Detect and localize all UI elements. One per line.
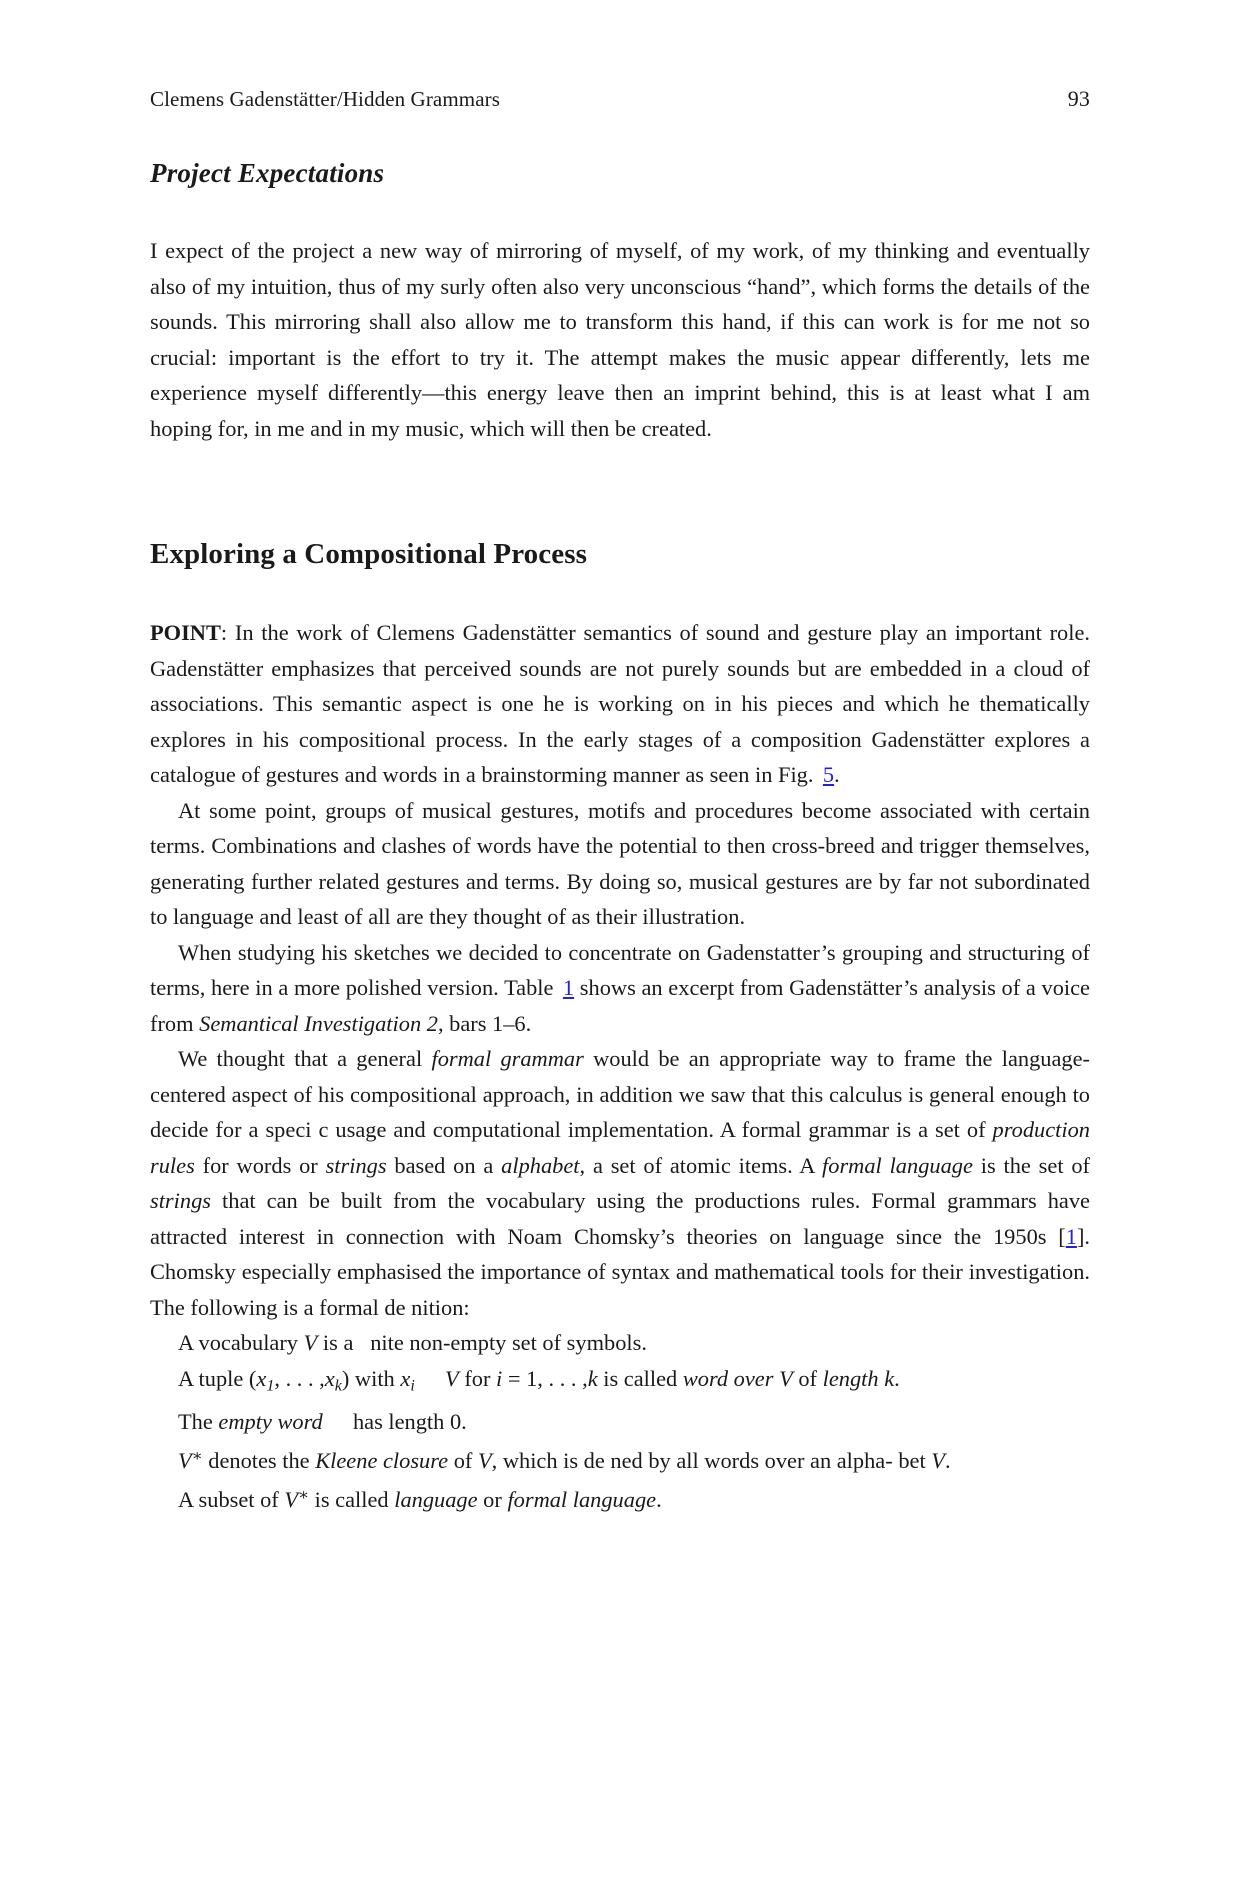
math-star-2: ∗	[298, 1487, 310, 1505]
semantical-investigation-title: Semantical Investigation 2	[199, 1010, 438, 1036]
math-var-v: V	[303, 1330, 318, 1355]
heading-project-expectations: Project Expectations	[150, 158, 385, 188]
paragraph-at-some-point: At some point, groups of musical gestures, motifs and procedures become associated with certain terms. Combinations and clashes of words have the potential to then cross-breed and trigger themselves, generating further related gestures and terms. By doing so, musical gestures are by far not subordinated to language and least of all are they thought of as their illustration.	[150, 797, 1090, 929]
defk-part2: of	[453, 1447, 473, 1473]
point-tail: .	[834, 762, 840, 787]
defv-part1: A vocabulary	[178, 1330, 298, 1355]
body-text-block	[150, 615, 1090, 1518]
math-var-xk: x	[324, 1365, 335, 1391]
table-1-link[interactable]: 1	[562, 975, 575, 1000]
page-content	[150, 86, 1090, 1518]
term-formal-grammar: formal grammar	[431, 1046, 584, 1071]
studying-part1: When studying his sketches we decided to concentrate on Gadenstatter’s grouping and structuring of terms, here in a more polished version. Table	[150, 939, 1090, 1000]
fg-part3: for words or	[202, 1152, 318, 1178]
deft-part7: of	[798, 1365, 818, 1391]
defk-part3: , which is de ned by all words over an alpha-	[491, 1447, 893, 1473]
fg-part4: based on a	[394, 1152, 494, 1178]
defs-part4: .	[656, 1487, 662, 1513]
math-sub-1: 1	[266, 1377, 275, 1395]
math-sub-k: k	[334, 1377, 342, 1395]
defv-part3: nite non-empty set of symbols.	[370, 1330, 647, 1355]
math-var-v-tuple: V	[445, 1365, 459, 1391]
defk-part4: bet	[898, 1447, 926, 1473]
math-var-i: i	[496, 1365, 503, 1391]
term-strings-1: strings	[325, 1152, 387, 1178]
running-head	[150, 86, 1090, 112]
term-kleene-closure: Kleene closure	[315, 1447, 449, 1473]
figure-5-link[interactable]: 5	[822, 762, 835, 787]
math-sub-i: i	[410, 1377, 415, 1395]
term-length-k: length k	[822, 1365, 895, 1391]
term-production-rules: production rules	[150, 1117, 1090, 1178]
deft-part6: is called	[603, 1365, 678, 1391]
page-number: 93	[1067, 86, 1090, 111]
term-strings-2: strings	[150, 1188, 211, 1213]
defv-part2: is a	[322, 1330, 354, 1355]
defs-part2: is called	[314, 1487, 389, 1513]
fg-part8: ]. Chomsky especially emphasised the importance of syntax and mathematical tools for their investigation. The following is a formal de nition:	[150, 1223, 1090, 1320]
fg-part7: that can be built from the vocabulary using the productions rules. Formal grammars have attracted interest in connection with Noam Chomsky’s theories on language since the 1950s [	[150, 1188, 1090, 1249]
studying-part3: , bars 1–6.	[437, 1010, 532, 1036]
paragraph-point	[150, 615, 1090, 793]
studying-part2: shows an excerpt from Gadenstätter’s analysis of a voice from	[150, 975, 1090, 1036]
defs-part1: A subset of	[178, 1487, 279, 1513]
math-var-v2: V	[779, 1365, 793, 1391]
paragraph-formal-grammar	[150, 1041, 1090, 1325]
paragraph-studying-sketches	[150, 935, 1090, 1042]
math-var-k: k	[587, 1365, 598, 1391]
term-formal-language-2: formal language	[507, 1487, 657, 1513]
point-label: POINT	[150, 620, 221, 645]
defe-part1: The	[178, 1408, 213, 1434]
math-var-v-kleene-2: V	[477, 1447, 492, 1473]
heading-exploring-compositional-process: Exploring a Compositional Process	[150, 538, 587, 570]
term-word-over: word over	[682, 1365, 774, 1391]
term-alphabet: alphabet	[501, 1152, 580, 1178]
term-empty-word: empty word	[218, 1408, 323, 1434]
fg-part5: , a set of atomic items. A	[579, 1152, 815, 1178]
paragraph-project-expectations: I expect of the project a new way of mirroring of myself, of my work, of my thinking and eventually also of my intuition, thus of my surly often also very unconscious “hand”, which forms the details of the sounds. This mirroring shall also allow me to transform this hand, if this can work is for me not so crucial: important is the effort to try it. The attempt makes the music appear differently, lets me experience myself differently—this energy leave then an imprint behind, this is at least what I am hoping for, in me and in my music, which will then be created.	[150, 238, 1090, 441]
fg-part6: is the set of	[980, 1152, 1091, 1178]
math-var-v-kleene: V	[178, 1447, 192, 1473]
reference-1-link[interactable]: 1	[1065, 1223, 1077, 1249]
definition-subset	[150, 1478, 1090, 1517]
deft-part2: , . . . ,	[274, 1365, 325, 1391]
definition-vocabulary	[150, 1325, 1090, 1361]
running-head-title: Clemens Gadenstätter/Hidden Grammars	[150, 87, 500, 111]
point-body: : In the work of Clemens Gadenstätter semantics of sound and gesture play an important role. Gadenstätter emphasizes that perceived sounds are not purely sounds but are embedded in a cloud of associations. This semantic aspect is one he is working on in his pieces and which he thematically explores in his compositional process. In the early stages of a composition Gadenstätter explores a catalogue of gestures and words in a brainstorming manner as seen in Fig.	[150, 620, 1090, 787]
math-star-1: ∗	[191, 1448, 203, 1466]
fg-part1: We thought that a general	[178, 1046, 423, 1071]
definition-tuple	[150, 1361, 1090, 1404]
deft-part8: .	[894, 1365, 900, 1391]
math-var-v-subset: V	[284, 1487, 299, 1513]
term-formal-language: formal language	[822, 1152, 973, 1178]
fg-part2: would be an appropriate way to frame the language-centered aspect of his compositional approach, in addition we saw that this calculus is general enough to decide for a speci c usage and computational implementation. A formal grammar is a set of	[150, 1046, 1091, 1142]
term-language: language	[394, 1487, 478, 1513]
defk-part5: .	[944, 1447, 951, 1473]
defe-part2: has length 0.	[352, 1408, 467, 1434]
defs-part3: or	[483, 1487, 502, 1513]
deft-part5: = 1, . . . ,	[507, 1365, 588, 1391]
section-spacer	[150, 446, 1090, 538]
deft-part1: A tuple (	[178, 1365, 257, 1391]
math-var-x1: x	[256, 1365, 267, 1391]
deft-part4: for	[464, 1365, 491, 1391]
defk-part1: denotes the	[208, 1447, 310, 1473]
definition-kleene-closure	[150, 1439, 1090, 1478]
definition-empty-word	[150, 1404, 1090, 1440]
deft-part3: ) with	[341, 1365, 395, 1391]
math-var-xi: x	[400, 1365, 411, 1391]
math-var-v-kleene-3: V	[931, 1447, 945, 1473]
